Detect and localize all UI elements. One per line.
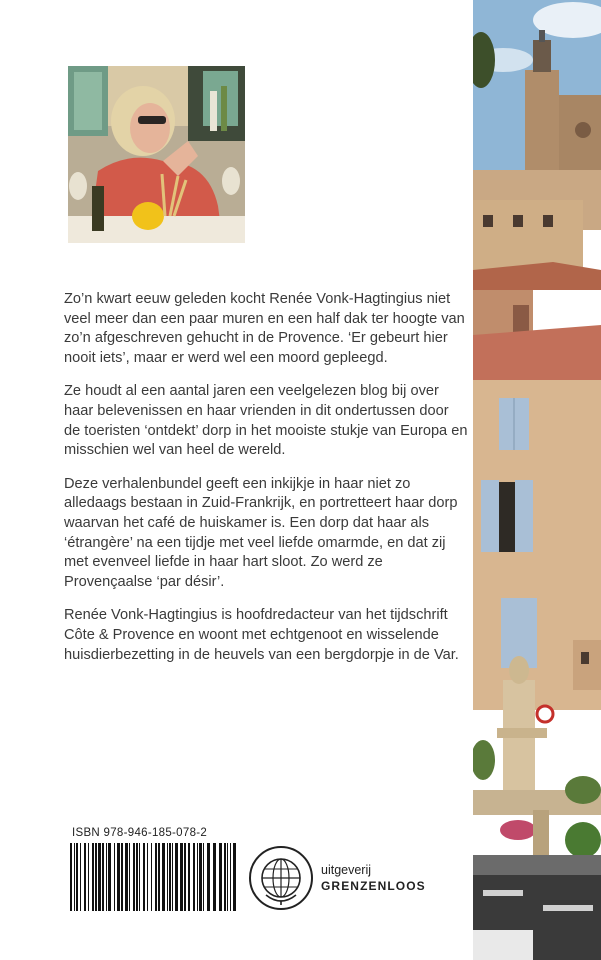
globe-icon	[248, 845, 314, 911]
barcode-bar	[172, 843, 173, 911]
barcode-bar	[129, 843, 130, 911]
barcode-bar	[155, 843, 157, 911]
barcode-bar	[199, 843, 202, 911]
barcode-bar	[114, 843, 115, 911]
publisher-name	[321, 862, 426, 894]
barcode-bar	[76, 843, 78, 911]
barcode-bar	[133, 843, 135, 911]
barcode-bar	[106, 843, 107, 911]
barcode-bar	[197, 843, 198, 911]
barcode-bar	[147, 843, 148, 911]
barcode-bar	[167, 843, 168, 911]
barcode-bar	[139, 843, 140, 911]
barcode-bar	[88, 843, 89, 911]
blurb-paragraph: Zo’n kwart eeuw geleden kocht Renée Vonk-Hagtingius niet veel meer dan een paar muren en een half dak ter hoogte van zo’n afgeschreven gehucht in de Provence. ‘Er gebeurt hier nooit iets’, maar er werd wel een moord gepleegd.	[64, 291, 465, 366]
barcode-bar	[203, 843, 204, 911]
barcode-bar	[227, 843, 228, 911]
barcode-bar	[193, 843, 195, 911]
barcode-bar	[230, 843, 231, 911]
barcode-bar	[108, 843, 111, 911]
barcode-bar	[180, 843, 183, 911]
barcode-bar	[175, 843, 178, 911]
barcode-bar	[224, 843, 226, 911]
author-photo	[68, 66, 245, 243]
blurb-text	[64, 290, 468, 679]
barcode-bar	[74, 843, 75, 911]
barcode-bar	[84, 843, 86, 911]
barcode-bar	[184, 843, 186, 911]
barcode-bar	[95, 843, 97, 911]
barcode-bar	[125, 843, 128, 911]
author-bio: Renée Vonk-Hagtingius is hoofdredacteur van het tijdschrift Côte & Provence en woont met echtgenoot en wisselende huisdierbezetting in de heuvels van een bergdorpje in de Var.	[64, 607, 459, 663]
barcode-image	[68, 843, 238, 911]
barcode-bar	[207, 843, 210, 911]
barcode-bar	[92, 843, 94, 911]
barcode-bar	[162, 843, 165, 911]
barcode-bar	[233, 843, 236, 911]
barcode-bar	[143, 843, 145, 911]
barcode-bar	[169, 843, 171, 911]
barcode-bar	[117, 843, 120, 911]
barcode-bar	[70, 843, 72, 911]
barcode-bar	[80, 843, 81, 911]
barcode-bar	[136, 843, 138, 911]
blurb-paragraph: Deze verhalenbundel geeft een inkijkje in haar niet zo alledaags bestaan in Zuid-Frankrijk, en portretteert haar dorp waarvan het café de huiskamer is. Een dorp dat haar als ‘étrangère’ na een tijdje met veel liefde omarmde, en dat zij met evenveel liefde in haar hart sloot. Zo werd ze Provençaalse ‘par désir’.	[64, 475, 458, 590]
village-photo	[473, 0, 601, 960]
publisher-brand: GRENZENLOOS	[321, 879, 426, 893]
barcode-bar	[219, 843, 222, 911]
barcode-bar	[102, 843, 104, 911]
barcode-bar	[188, 843, 190, 911]
barcode-bar	[151, 843, 152, 911]
barcode-bar	[213, 843, 216, 911]
blurb-paragraph: Ze houdt al een aantal jaren een veelgelezen blog bij over haar belevenissen en haar vrienden in dit ondertussen door de toeristen ‘ontdekt’ dorp in het mooiste stukje van Europa en misschien wel van heel de wereld.	[64, 383, 468, 459]
barcode-bar	[158, 843, 160, 911]
barcode-bar	[98, 843, 101, 911]
isbn-number: ISBN 978-946-185-078-2	[72, 827, 208, 839]
publisher-prefix: uitgeverij	[321, 863, 372, 877]
barcode-bar	[121, 843, 123, 911]
